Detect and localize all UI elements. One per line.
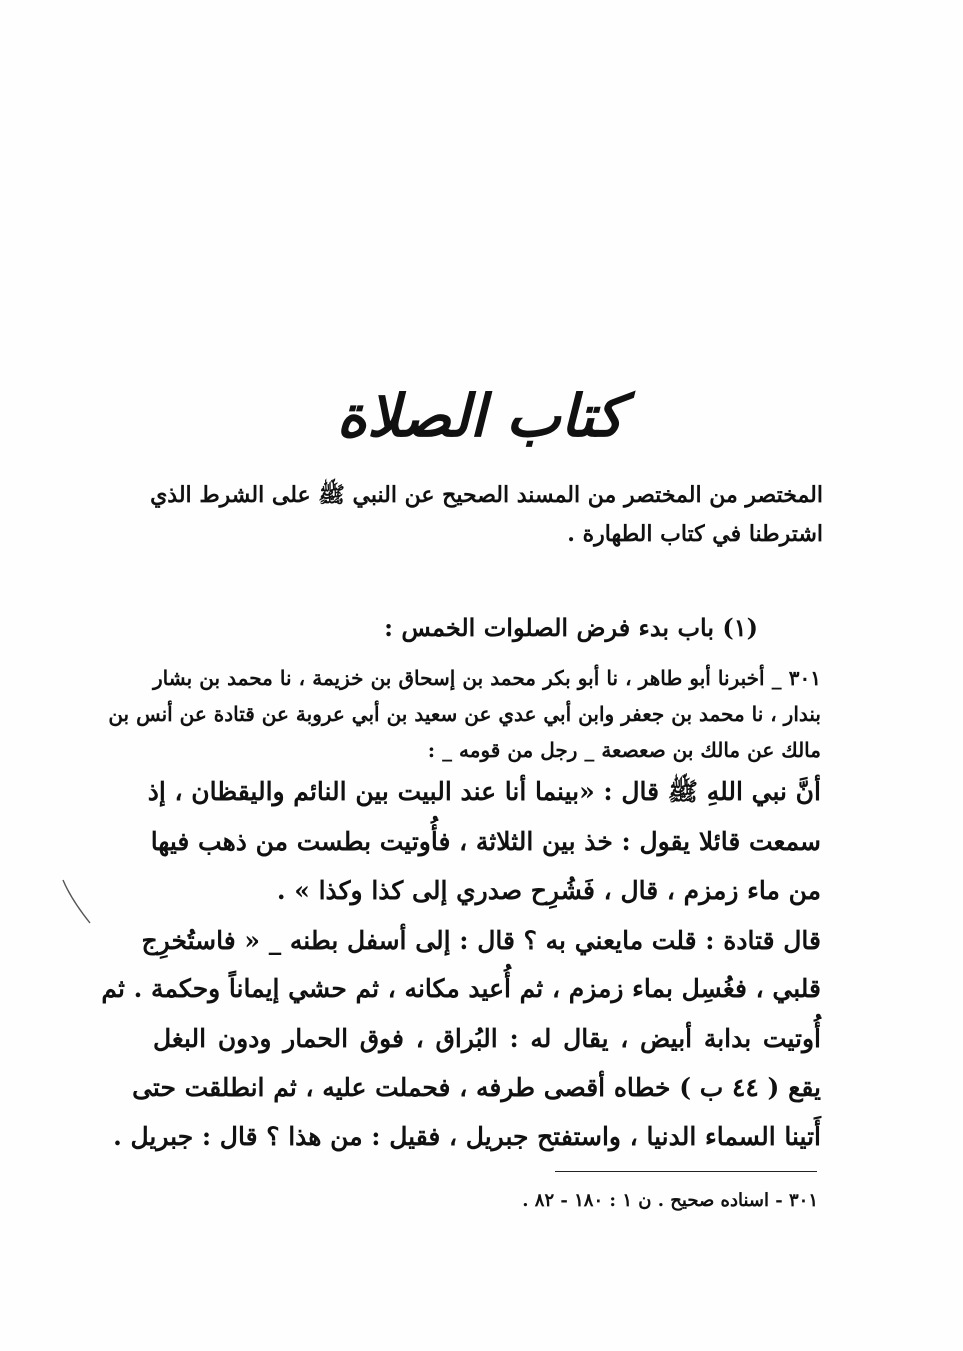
isnad-line-1: ٣٠١ _ أخبرنا أبو طاهر ، نا أبو بكر محمد بن إسحاق بن خزيمة ، نا محمد بن بشار [153,666,821,690]
intro-line-1: المختصر من المختصر من المسند الصحيح عن النبي ﷺ على الشرط الذي [150,482,823,508]
isnad-line-3: مالك عن مالك بن صعصعة _ رجل من قومه _ : [427,738,821,762]
footnote: ٣٠١ - اسناده صحيح . ن ١ : ١٨٠ - ٨٢ . [522,1190,818,1211]
matn-line-6: أُوتيت بدابة أبيض ، يقال له : البُراق ، فوق الحمار ودون البغل [153,1024,821,1053]
intro-line-2: اشترطنا في كتاب الطهارة . [567,521,823,547]
footnote-divider [555,1171,817,1172]
matn-line-3: من ماء زمزم ، قال ، فَشُرِح صدري إلى كذا وكذا » . [276,876,821,905]
matn-line-5: قلبي ، فغُسِل بماء زمزم ، ثم أُعيد مكانه ، ثم حشي إيماناً وحكمة . ثم [101,974,821,1003]
chapter-heading: (١) باب بدء فرض الصلوات الخمس : [384,613,758,642]
isnad-line-2: بندار ، نا محمد بن جعفر وابن أبي عدي عن سعيد بن أبي عروبة عن قتادة عن أنس بن [108,702,821,726]
matn-line-8: أَتينا السماء الدنيا ، واستفتح جبريل ، فقيل : من هذا ؟ قال : جبريل . [113,1122,821,1151]
margin-pencil-mark [60,878,94,926]
matn-line-1: أنَّ نبي اللهِ ﷺ قال : «بينما أنا عند البيت بين النائم واليقظان ، إذ [147,777,821,806]
matn-line-4: قال قتادة : قلت مايعني به ؟ قال : إلى أسفل بطنه _ « فاستُخرِج [141,926,821,955]
matn-line-7: يقع ( ٤٤ ب ) خطاه أقصى طرفه ، فحملت عليه ، ثم انطلقت حتى [132,1073,821,1102]
matn-line-2: سمعت قائلا يقول : خذ بين الثلاثة ، فأُوتيت بطست من ذهب فيها [150,827,821,856]
book-title: كتاب الصلاة [336,382,624,450]
